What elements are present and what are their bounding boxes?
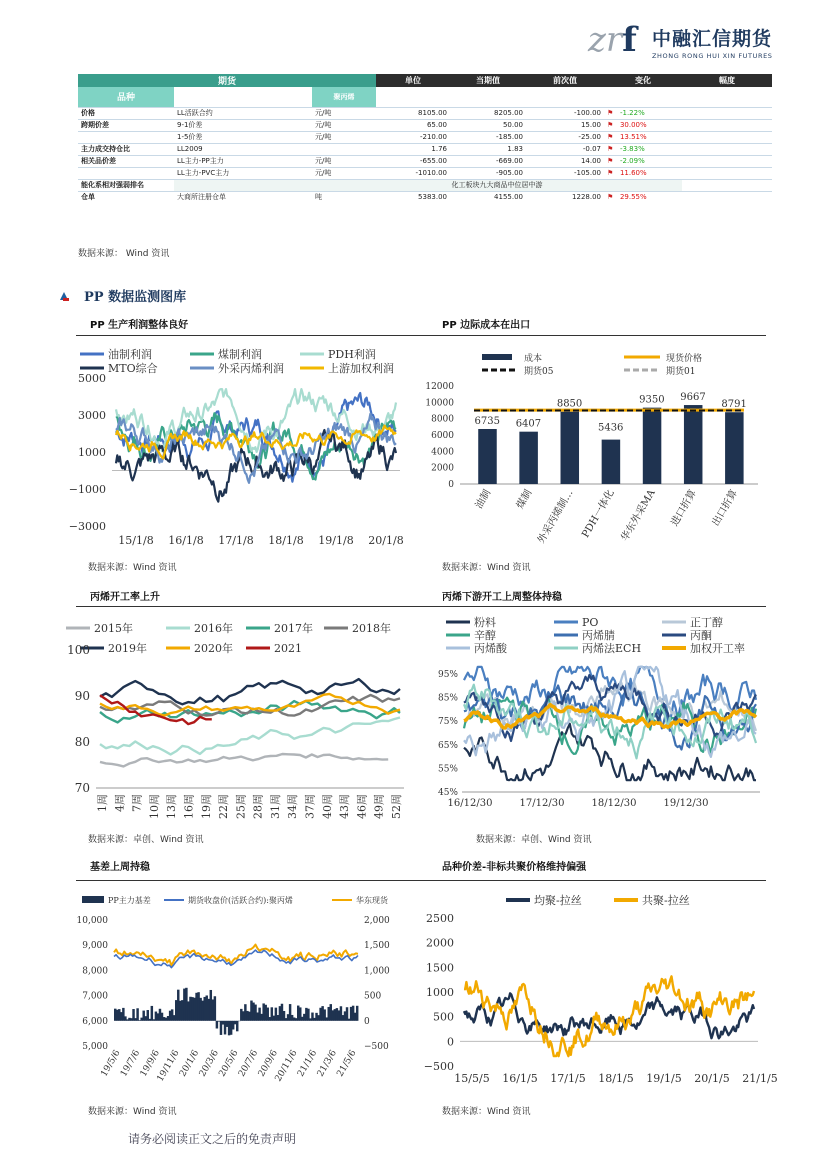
legend-spot-label: 华东现货 <box>356 896 388 905</box>
legend-4-label: 2019年 <box>108 642 147 655</box>
y-tick-label: 70 <box>74 781 90 795</box>
x-tick-label: 16周 <box>182 794 196 819</box>
row-label: 仓单 <box>81 193 95 202</box>
x-tick-label: 15/5/5 <box>454 1072 490 1085</box>
legend-1-label: 共聚-拉丝 <box>642 894 690 907</box>
y-right-tick-label: 2,000 <box>364 916 390 926</box>
y-tick-label: 95% <box>437 670 458 680</box>
y-tick-label: 85% <box>437 693 458 704</box>
row-unit <box>312 143 376 155</box>
y-tick-label: 4000 <box>431 447 454 458</box>
legend-0-label: 均聚-拉丝 <box>534 894 582 907</box>
legend-7-label: 丙烯法ECH <box>582 642 642 655</box>
chart-cost <box>424 346 764 552</box>
basis-bar <box>356 1006 358 1021</box>
y-tick-label: 1000 <box>78 446 106 459</box>
y-tick-label: −1000 <box>68 483 106 496</box>
row-previous: 4155.00 <box>494 193 523 202</box>
x-tick-label: 21/1/6 <box>296 1048 320 1079</box>
y-tick-label: 2000 <box>426 936 454 950</box>
source-spread: 数据来源：Wind 资讯 <box>442 1107 531 1117</box>
header-unit: 单位 <box>376 74 450 87</box>
category-label: 油制 <box>473 488 494 511</box>
row-amplitude: ⚑ 30.00% <box>607 121 647 129</box>
y-left-tick-label: 8,000 <box>82 966 108 977</box>
bar-3 <box>602 440 621 484</box>
y-tick-label: 500 <box>433 1010 454 1024</box>
y-left-tick-label: 6,000 <box>82 1016 108 1027</box>
flag-icon: ⚑ <box>607 133 614 141</box>
y-tick-label: 75% <box>437 717 458 728</box>
x-tick-label: 15/1/8 <box>118 534 154 547</box>
row-change: -100.00 <box>573 109 601 117</box>
row-item: 9-1价差 <box>177 121 203 129</box>
row-change: -0.07 <box>582 145 601 153</box>
basis-bar <box>136 1008 138 1021</box>
row-item: LL2009 <box>177 145 203 153</box>
legend-label-0: 成本 <box>524 354 543 364</box>
y-tick-label: 2000 <box>431 463 454 474</box>
chart-title-basis: 基差上周持稳 <box>90 862 150 873</box>
subheader-pp: 聚丙烯 <box>312 87 376 107</box>
row-unit: 元/吨 <box>315 109 332 117</box>
header-amplitude: 幅度 <box>682 74 772 87</box>
x-tick-label: 28周 <box>251 794 265 819</box>
legend-5-label: 上游加权利润 <box>328 362 394 375</box>
legend-0-label: 2015年 <box>94 622 133 635</box>
flag-icon: ⚑ <box>607 121 614 129</box>
flag-icon: ⚑ <box>607 169 614 177</box>
row-change: -25.00 <box>578 133 601 141</box>
chart-title-spread: 品种价差-非标共聚价格维持偏强 <box>442 862 587 873</box>
bar-2 <box>561 412 580 484</box>
table-row <box>78 167 772 179</box>
x-tick-label: 31周 <box>268 794 282 819</box>
flag-icon: ⚑ <box>607 109 614 117</box>
x-tick-label: 20/9/6 <box>256 1048 280 1079</box>
y-right-tick-label: 1,000 <box>364 966 390 977</box>
y-tick-label: 3000 <box>78 409 106 422</box>
y-tick-label: −3000 <box>68 520 106 533</box>
legend-4-label: 丙烯腈 <box>582 629 615 642</box>
logo-mark: zrf <box>588 20 637 60</box>
x-tick-label: 19周 <box>199 794 213 819</box>
y-tick-label: 8000 <box>431 414 454 425</box>
bar-value-label: 8850 <box>556 398 583 410</box>
flag-icon: ⚑ <box>607 145 614 153</box>
bar-5 <box>684 405 703 484</box>
logo-chinese-name: 中融汇信期货 <box>652 28 773 50</box>
y-tick-label: 10000 <box>425 398 454 409</box>
category-label: 煤制 <box>514 488 535 511</box>
x-tick-label: 21/1/5 <box>742 1072 778 1085</box>
row-unit: 吨 <box>315 193 322 202</box>
y-tick-label: 1000 <box>426 986 454 999</box>
row-item: LL活跃合约 <box>177 109 213 117</box>
row-change: 14.00 <box>580 157 601 165</box>
legend-label-3: 期货01 <box>666 367 696 377</box>
legend-6-label: 丙烯酸 <box>474 642 507 655</box>
bar-value-label: 9350 <box>639 394 665 406</box>
x-tick-label: 22周 <box>217 794 231 819</box>
row-previous: -669.00 <box>495 157 523 165</box>
row-unit: 元/吨 <box>315 133 332 141</box>
chart-spread <box>423 890 778 1086</box>
y-left-tick-label: 10,000 <box>76 916 108 926</box>
row-label <box>78 167 174 179</box>
y-left-tick-label: 5,000 <box>82 1042 108 1052</box>
header-current: 当期值 <box>450 74 526 87</box>
y-tick-label: 2500 <box>426 912 454 925</box>
x-tick-label: 40周 <box>320 794 334 819</box>
bar-value-label: 5436 <box>597 422 624 434</box>
y-right-tick-label: −500 <box>364 1042 389 1052</box>
row-previous: 8205.00 <box>494 109 523 117</box>
row-label: 相关品价差 <box>81 157 116 165</box>
y-tick-label: 100 <box>67 643 90 657</box>
legend-5-label: 丙酮 <box>690 629 712 642</box>
legend-1-label: PO <box>582 616 599 629</box>
legend-3-label: 辛醇 <box>474 629 496 642</box>
bar-0 <box>478 429 497 484</box>
row-label: 跨期价差 <box>81 121 109 129</box>
x-tick-label: 19/11/6 <box>155 1048 182 1084</box>
chart-profit <box>68 346 406 552</box>
x-tick-label: 20/3/6 <box>197 1048 221 1079</box>
x-tick-label: 20/11/6 <box>273 1048 300 1084</box>
x-tick-label: 19/12/30 <box>663 798 709 809</box>
flag-icon: ⚑ <box>607 157 614 165</box>
logo-english-name: ZHONG RONG HUI XIN FUTURES <box>652 52 773 60</box>
series-line-1 <box>100 718 400 755</box>
x-tick-label: 17/12/30 <box>519 798 565 809</box>
header-futures: 期货 <box>78 74 376 87</box>
y-right-tick-label: 500 <box>364 991 382 1002</box>
x-tick-label: 19/5/6 <box>99 1048 123 1079</box>
source-profit: 数据来源：Wind 资讯 <box>88 563 177 573</box>
legend-3-label: MTO综合 <box>108 362 158 375</box>
category-label: 华东外采MA <box>619 488 658 544</box>
table-subheader-row <box>78 87 772 107</box>
legend-2-label: PDH利润 <box>328 348 376 361</box>
row-label <box>78 131 174 143</box>
table-row <box>78 179 772 191</box>
x-tick-label: 49周 <box>372 794 386 819</box>
source-downstream: 数据来源：卓创、Wind 资讯 <box>476 835 592 845</box>
row-item: 大商所注册仓单 <box>177 193 226 202</box>
legend-2-label: 正丁醇 <box>690 616 723 629</box>
y-right-tick-label: 0 <box>364 1016 370 1027</box>
x-tick-label: 16/1/5 <box>502 1072 538 1085</box>
chart-propylene-rate <box>60 618 410 826</box>
y-tick-label: 90 <box>74 689 90 703</box>
x-tick-label: 52周 <box>390 794 403 819</box>
y-left-tick-label: 7,000 <box>82 991 108 1002</box>
variety-cell: 品种 <box>78 87 174 107</box>
y-tick-label: 80 <box>74 735 90 749</box>
legend-1-label: 2016年 <box>194 622 233 635</box>
x-tick-label: 21/5/6 <box>335 1048 359 1079</box>
company-logo <box>588 18 778 68</box>
section-title: PP 数据监测图库 <box>84 290 187 305</box>
y-left-tick-label: 9,000 <box>82 941 108 952</box>
chart-title-propylene-rate: 丙烯开工率上升 <box>90 592 160 603</box>
y-tick-label: −500 <box>423 1060 454 1073</box>
rule-1 <box>76 335 766 336</box>
x-tick-label: 7周 <box>130 794 144 812</box>
x-tick-label: 4周 <box>113 794 127 812</box>
basis-bar <box>236 1021 238 1032</box>
row-change: 1228.00 <box>572 193 601 202</box>
basis-bar <box>214 996 216 1021</box>
x-tick-label: 20/1/8 <box>368 534 404 547</box>
legend-5-label: 2020年 <box>194 642 233 655</box>
category-label: PDH一体化 <box>580 488 617 540</box>
x-tick-label: 17/1/8 <box>218 534 254 547</box>
bar-value-label: 6407 <box>515 418 542 430</box>
table-row <box>78 107 772 119</box>
basis-bar <box>216 1021 218 1029</box>
row-unit: 元/吨 <box>315 157 332 165</box>
category-label: 进口折算 <box>669 488 699 529</box>
y-tick-label: 0 <box>448 480 454 490</box>
row-amplitude: ⚑ -1.22% <box>607 109 645 117</box>
footer-disclaimer: 请务必阅读正文之后的免责声明 <box>128 1132 297 1146</box>
header-previous: 前次值 <box>526 74 604 87</box>
legend-4-label: 外采丙烯利润 <box>218 362 284 375</box>
chart-title-downstream: 丙烯下游开工上周整体持稳 <box>442 592 562 603</box>
x-tick-label: 18/1/8 <box>268 534 304 547</box>
x-tick-label: 17/1/5 <box>550 1072 586 1085</box>
y-tick-label: 45% <box>437 788 458 798</box>
x-tick-label: 18/1/5 <box>598 1072 634 1085</box>
x-tick-label: 20/1/6 <box>178 1048 202 1079</box>
x-tick-label: 1周 <box>96 794 109 812</box>
x-tick-label: 16/12/30 <box>447 798 493 809</box>
x-tick-label: 19/7/6 <box>119 1048 143 1079</box>
table-header-row <box>78 74 772 87</box>
y-tick-label: 55% <box>437 764 458 775</box>
table-row <box>78 155 772 167</box>
table-row <box>78 191 772 203</box>
bar-value-label: 8791 <box>721 399 747 411</box>
x-tick-label: 10周 <box>147 794 161 819</box>
x-tick-label: 19/1/5 <box>646 1072 682 1085</box>
row-item: LL主力-PP主力 <box>177 157 224 165</box>
row-amplitude: ⚑ -2.09% <box>607 157 645 165</box>
row-label: 主力成交持仓比 <box>81 145 130 153</box>
x-tick-label: 19/9/6 <box>138 1048 162 1079</box>
bar-value-label: 9667 <box>680 392 706 404</box>
x-tick-label: 37周 <box>303 794 317 819</box>
bar-1 <box>519 432 538 484</box>
row-amplitude: ⚑ 29.55% <box>607 193 647 202</box>
category-label: 外采丙烯制… <box>535 488 576 546</box>
row-label: 能化系相对强弱排名 <box>81 181 144 189</box>
row-label: 价格 <box>81 109 95 117</box>
x-tick-label: 19/1/8 <box>318 534 354 547</box>
series-line-3 <box>100 695 400 716</box>
x-tick-label: 21/3/6 <box>315 1048 339 1079</box>
row-current: -210.00 <box>419 133 447 141</box>
row-amplitude: ⚑ 11.60% <box>607 169 647 177</box>
table-row <box>78 131 772 143</box>
row-previous: 50.00 <box>502 121 523 129</box>
basis-bar <box>151 1006 153 1021</box>
legend-0-label: 粉料 <box>474 616 496 629</box>
legend-label-2: 期货05 <box>524 367 554 377</box>
rule-2 <box>76 606 766 607</box>
legend-cost-swatch <box>482 354 512 360</box>
legend-6-label: 2021 <box>274 642 302 655</box>
row-current: -1010.00 <box>415 169 447 177</box>
row-change: 15.00 <box>580 121 601 129</box>
y-right-tick-label: 1,500 <box>364 941 390 952</box>
table-row <box>78 119 772 131</box>
section-icon <box>58 288 70 307</box>
row-current: 65.00 <box>426 121 447 129</box>
bar-value-label: 6735 <box>474 415 501 427</box>
row-previous: -905.00 <box>495 169 523 177</box>
legend-basis-label: PP主力基差 <box>108 896 151 905</box>
x-tick-label: 20/5/6 <box>217 1048 241 1079</box>
row-change: -105.00 <box>573 169 601 177</box>
y-tick-label: 12000 <box>425 382 454 392</box>
series-line-4 <box>100 679 400 704</box>
legend-8-label: 加权开工率 <box>690 642 745 655</box>
bar-4 <box>643 408 662 484</box>
flag-icon: ⚑ <box>607 193 614 202</box>
row-unit: 元/吨 <box>315 169 332 177</box>
row-current: 8105.00 <box>418 109 447 117</box>
x-tick-label: 34周 <box>286 794 300 819</box>
series-line-0 <box>100 754 388 766</box>
legend-basis-swatch <box>82 896 104 903</box>
series-line-1 <box>464 976 754 1056</box>
x-tick-label: 13周 <box>165 794 179 819</box>
legend-1-label: 煤制利润 <box>218 348 262 361</box>
row-previous: -185.00 <box>495 133 523 141</box>
x-tick-label: 25周 <box>234 794 248 819</box>
legend-futures-label: 期货收盘价(活跃合约):聚丙烯 <box>188 896 293 905</box>
y-tick-label: 0 <box>447 1035 454 1049</box>
row-amplitude: ⚑ 13.51% <box>607 133 647 141</box>
row-unit: 元/吨 <box>315 121 332 129</box>
x-tick-label: 20/7/6 <box>237 1048 261 1079</box>
x-tick-label: 18/12/30 <box>591 798 637 809</box>
y-tick-label: 65% <box>437 740 458 751</box>
bar-6 <box>725 412 744 484</box>
x-tick-label: 16/1/8 <box>168 534 204 547</box>
chart-basis <box>76 892 406 1086</box>
row-amplitude: ⚑ -3.83% <box>607 145 645 153</box>
legend-0-label: 油制利润 <box>108 348 152 361</box>
legend-label-1: 现货价格 <box>666 354 703 364</box>
source-cost: 数据来源：Wind 资讯 <box>442 563 531 573</box>
chart-title-profit: PP 生产利润整体良好 <box>90 320 189 331</box>
source-propylene: 数据来源：卓创、Wind 资讯 <box>88 835 204 845</box>
x-tick-label: 46周 <box>355 794 369 819</box>
table-row <box>78 143 772 155</box>
rule-3 <box>76 880 766 881</box>
row-previous: 1.83 <box>507 145 523 153</box>
row-current: 1.76 <box>431 145 447 153</box>
row-current: 5383.00 <box>418 193 447 202</box>
header-change: 变化 <box>604 74 682 87</box>
x-tick-label: 43周 <box>338 794 352 819</box>
row-item: 1-5价差 <box>177 133 203 141</box>
table-source: 数据来源： Wind 资讯 <box>78 249 170 259</box>
y-tick-label: 6000 <box>431 431 454 441</box>
y-tick-label: 5000 <box>78 372 106 385</box>
legend-2-label: 2017年 <box>274 622 313 635</box>
legend-3-label: 2018年 <box>352 622 391 635</box>
row-current: -655.00 <box>419 157 447 165</box>
row-item: 化工板块九大商品中位居中游 <box>312 179 682 191</box>
category-label: 出口折算 <box>710 488 741 529</box>
row-item: LL主力-PVC主力 <box>177 169 230 177</box>
chart-title-cost: PP 边际成本在出口 <box>442 320 531 331</box>
source-basis: 数据来源：Wind 资讯 <box>88 1107 177 1117</box>
chart-downstream <box>426 614 766 818</box>
x-tick-label: 20/1/5 <box>694 1072 730 1085</box>
y-tick-label: 1500 <box>426 961 454 975</box>
futures-data-table <box>78 74 772 203</box>
